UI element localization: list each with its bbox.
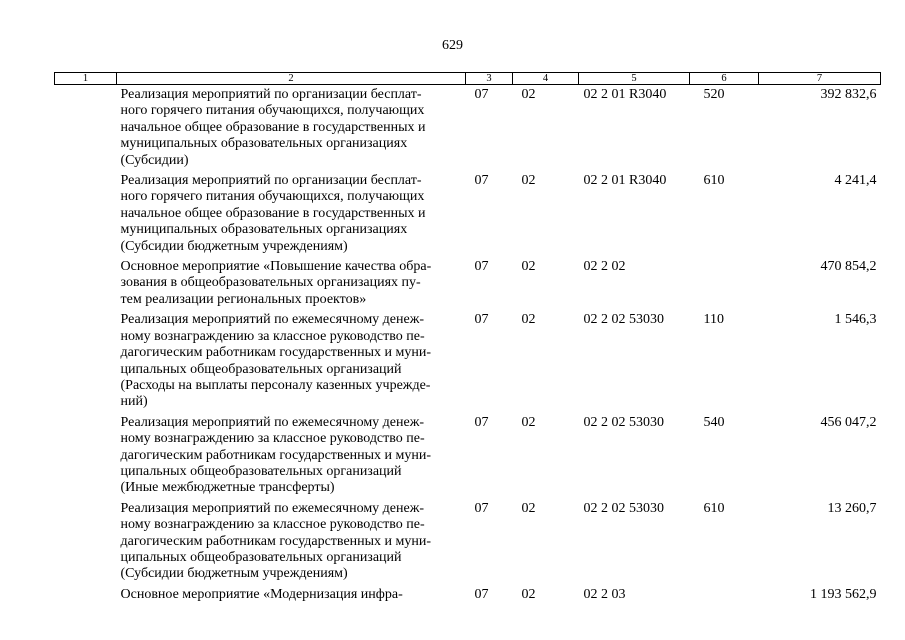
cell-amount: 1 546,3 (834, 312, 877, 328)
cell-target-article: 02 2 02 53030 (583, 500, 664, 516)
cell-section: 07 (474, 173, 489, 189)
cell-name: Реализация мероприятий по ежемесячному денеж- ному вознаграждению за классное руководство пе- дагогическим работникам государственных и муни- ципальных общеобразовательных организаций (Расходы на выплаты персоналу казенных учрежде- ний) (120, 312, 432, 410)
cell-section: 07 (474, 259, 489, 275)
cell-target-article: 02 2 01 R3040 (583, 173, 667, 189)
table-row (55, 413, 881, 499)
column-number-row (55, 73, 881, 85)
table-row (55, 85, 881, 172)
cell-expense-type: 540 (703, 414, 725, 430)
cell-amount: 1 193 562,9 (810, 586, 877, 602)
cell-target-article: 02 2 02 53030 (583, 312, 664, 328)
cell-empty (55, 85, 117, 172)
cell-target-article: 02 2 01 R3040 (583, 87, 667, 102)
column-header: 2 (117, 73, 466, 85)
cell-name: Реализация мероприятий по организации бесплат- ного горячего питания обучающихся, получающих начальное общее образование в государственных и муниципальных образовательных организациях (Субсидии) (120, 87, 426, 168)
cell-empty (55, 171, 117, 257)
cell-empty (55, 413, 117, 499)
cell-target-article: 02 2 02 (583, 259, 626, 275)
cell-amount: 456 047,2 (820, 414, 877, 430)
cell-section: 07 (474, 500, 489, 516)
column-header: 5 (579, 73, 690, 85)
table-row (55, 171, 881, 257)
cell-subsection: 02 (521, 87, 536, 102)
cell-amount: 392 832,6 (820, 87, 877, 102)
cell-empty (55, 310, 117, 412)
cell-name: Основное мероприятие «Повышение качества обра- зования в общеобразовательных организациях пу- тем реализации региональных проектов» (120, 259, 432, 307)
cell-empty (55, 499, 117, 585)
cell-expense-type: 110 (703, 312, 724, 328)
cell-section: 07 (474, 586, 489, 602)
cell-expense-type (690, 585, 759, 605)
cell-expense-type: 520 (703, 87, 725, 102)
cell-target-article: 02 2 03 (583, 586, 626, 602)
table-row (55, 257, 881, 310)
page-number: 629 (442, 38, 463, 53)
table-body (55, 85, 881, 606)
cell-section: 07 (474, 312, 489, 328)
column-header: 1 (55, 73, 117, 85)
cell-subsection: 02 (521, 500, 536, 516)
cell-name: Реализация мероприятий по ежемесячному денеж- ному вознаграждению за классное руководство пе- дагогическим работникам государственных и муни- ципальных общеобразовательных организаций (Иные межбюджетные трансферты) (120, 414, 432, 496)
cell-target-article: 02 2 02 53030 (583, 414, 664, 430)
table-row (55, 499, 881, 585)
budget-table (54, 72, 881, 605)
cell-subsection: 02 (521, 259, 536, 275)
table-row (55, 585, 881, 605)
cell-subsection: 02 (521, 312, 536, 328)
cell-amount: 4 241,4 (834, 173, 877, 189)
cell-subsection: 02 (521, 414, 536, 430)
cell-subsection: 02 (521, 586, 536, 602)
cell-expense-type (690, 257, 759, 310)
cell-amount: 13 260,7 (827, 500, 877, 516)
cell-name: Реализация мероприятий по ежемесячному денеж- ному вознаграждению за классное руководство пе- дагогическим работникам государственных и муни- ципальных общеобразовательных организаций (Субсидии бюджетным учреждениям) (120, 500, 432, 582)
cell-name: Реализация мероприятий по организации бесплат- ного горячего питания обучающихся, получающих начальное общее образование в государственных и муниципальных образовательных организациях (Субсидии бюджетным учреждениям) (120, 173, 426, 254)
column-header: 7 (759, 73, 881, 85)
cell-section: 07 (474, 414, 489, 430)
column-header: 3 (466, 73, 513, 85)
cell-name: Основное мероприятие «Модернизация инфра- (120, 586, 403, 602)
cell-section: 07 (474, 87, 489, 102)
cell-empty (55, 257, 117, 310)
cell-expense-type: 610 (703, 173, 725, 189)
cell-empty (55, 585, 117, 605)
cell-subsection: 02 (521, 173, 536, 189)
cell-expense-type: 610 (703, 500, 725, 516)
column-header: 4 (513, 73, 579, 85)
table-row (55, 310, 881, 412)
cell-amount: 470 854,2 (820, 259, 877, 275)
column-header: 6 (690, 73, 759, 85)
